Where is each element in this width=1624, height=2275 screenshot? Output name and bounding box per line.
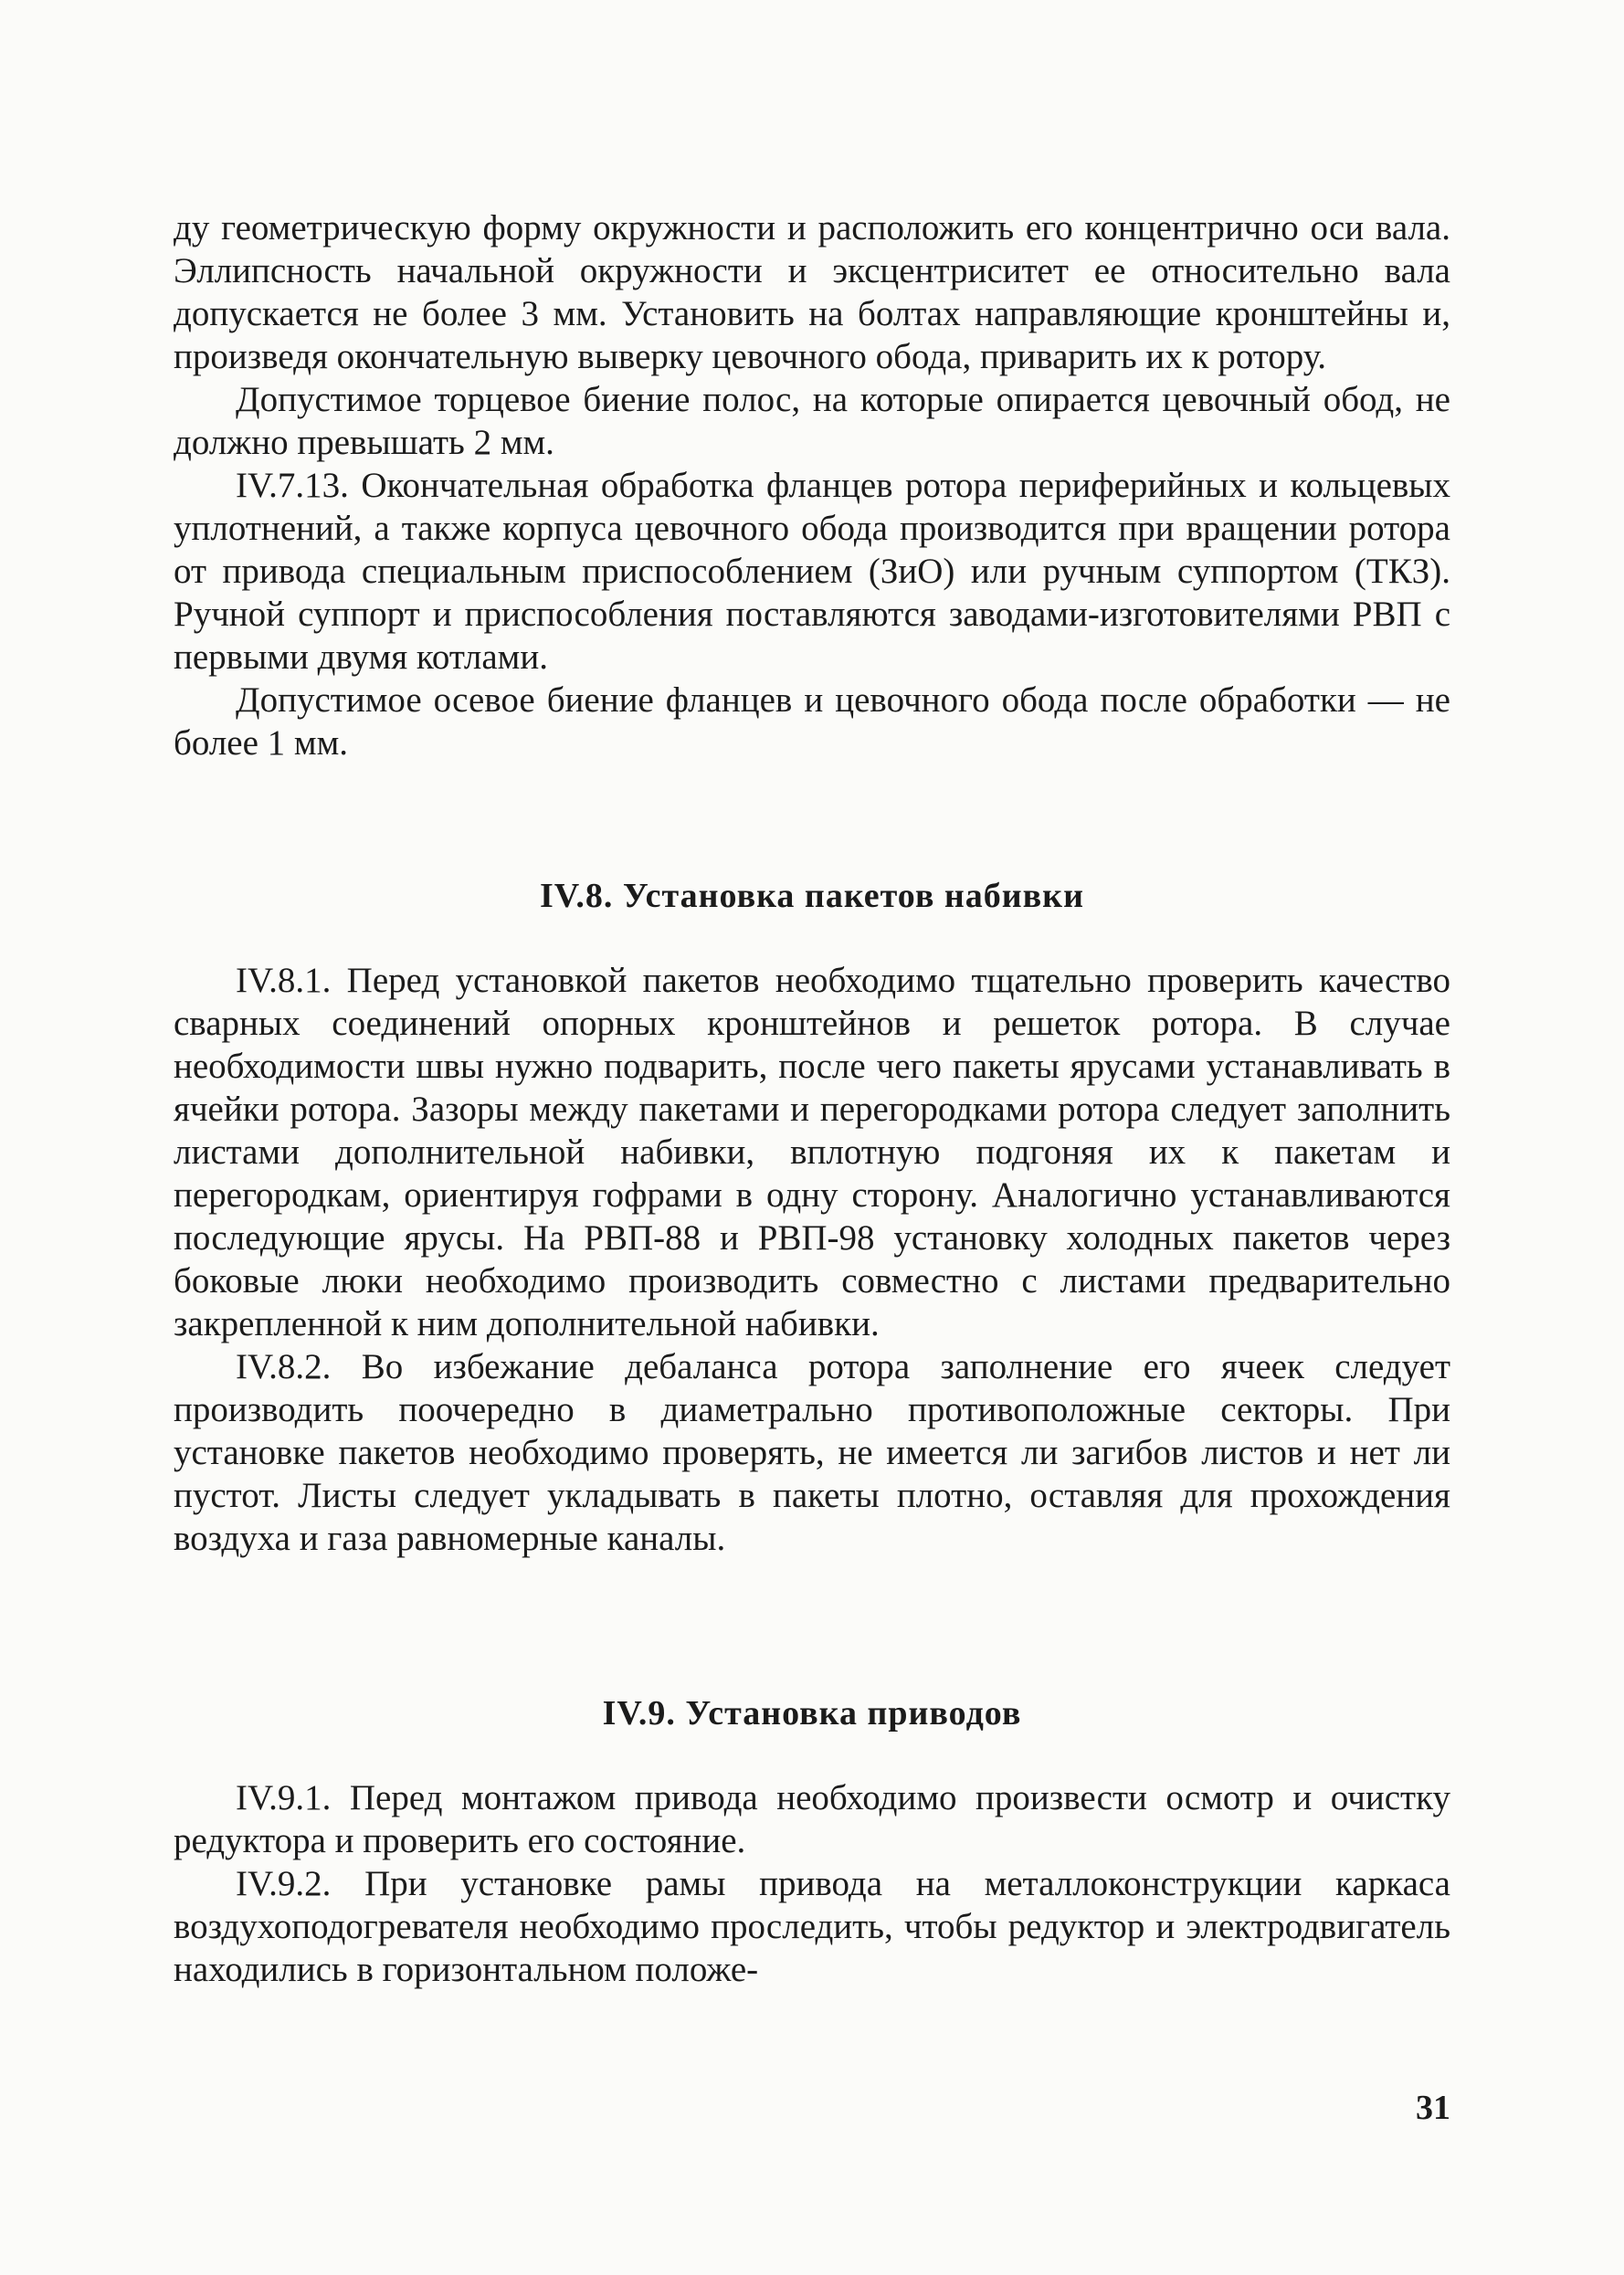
paragraph-runout-tolerance: Допустимое торцевое биение полос, на которые опирается цевочный обод, не должно превышать 2 мм. [174, 380, 1450, 462]
paragraph-iv-9-1: IV.9.1. Перед монтажом привода необходимо произвести осмотр и очистку редуктора и проверить его состояние. [174, 1778, 1450, 1860]
section-heading-iv-9: IV.9. Установка приводов [602, 1694, 1022, 1733]
top-text-block [174, 206, 1450, 764]
section-heading-iv-8: IV.8. Установка пакетов набивки [540, 877, 1084, 915]
section-8-text-block [174, 959, 1450, 1560]
section-9-text-block [174, 1776, 1450, 1991]
paragraph-iv-9-2: IV.9.2. При установке рамы привода на металлоконструкции каркаса воздухоподогревателя необходимо проследить, чтобы редуктор и электродвигатель находились в горизонтальном положе- [174, 1864, 1450, 1989]
paragraph-continuation: ду геометрическую форму окружности и расположить его концентрично оси вала. Эллипсность начальной окружности и эксцентриситет ее относительно вала допускается не более 3 мм. Установить на болтах направляющие кронштейны и, произведя окончательную выверку цевочного обода, приварить их к ротору. [174, 208, 1450, 376]
paragraph-iv-8-1: IV.8.1. Перед установкой пакетов необходимо тщательно проверить качество сварных соединений опорных кронштейнов и решеток ротора. В случае необходимости швы нужно подварить, после чего пакеты ярусами устанавливать в ячейки ротора. Зазоры между пакетами и перегородками ротора следует заполнить листами дополнительной набивки, вплотную подгоняя их к пакетам и перегородкам, ориентируя гофрами в одну сторону. Аналогично устанавливаются последующие ярусы. На РВП-88 и РВП-98 установку холодных пакетов через боковые люки необходимо производить совместно с листами предварительно закрепленной к ним дополнительной набивки. [174, 961, 1450, 1343]
page-number: 31 [1416, 2089, 1450, 2127]
paragraph-iv-8-2: IV.8.2. Во избежание дебаланса ротора заполнение его ячеек следует производить поочередно в диаметрально противоположные секторы. При установке пакетов необходимо проверять, не имеется ли загибов листов и нет ли пустот. Листы следует укладывать в пакеты плотно, оставляя для прохождения воздуха и газа равномерные каналы. [174, 1347, 1450, 1558]
paragraph-iv-7-13: IV.7.13. Окончательная обработка фланцев ротора периферийных и кольцевых уплотнений, а также корпуса цевочного обода производится при вращении ротора от привода специальным приспособлением (ЗиО) или ручным суппортом (ТКЗ). Ручной суппорт и приспособления поставляются заводами-изготовителями РВП с первыми двумя котлами. [174, 466, 1450, 677]
paragraph-axial-runout: Допустимое осевое биение фланцев и цевочного обода после обработки — не более 1 мм. [174, 680, 1450, 763]
